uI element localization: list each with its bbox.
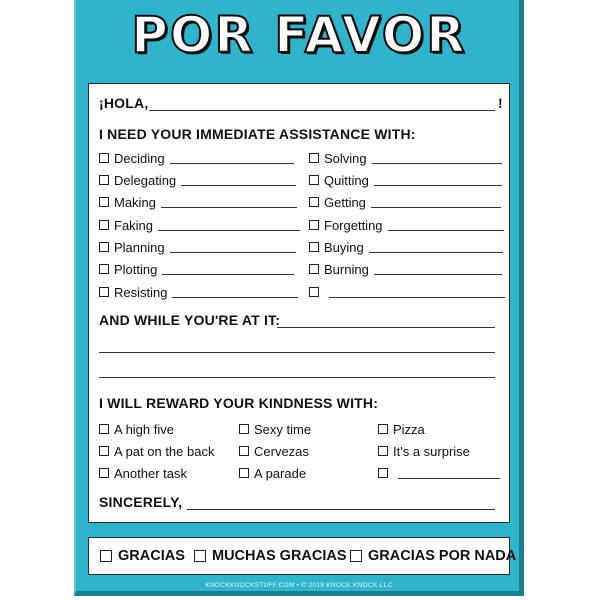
form-sheet <box>88 83 510 523</box>
assistance-heading: I NEED YOUR IMMEDIATE ASSISTANCE WITH: <box>99 126 416 142</box>
item-label: It's a surprise <box>393 443 470 459</box>
checkbox[interactable] <box>350 550 362 562</box>
fill-line <box>329 297 505 298</box>
assist-item-blank[interactable] <box>309 284 505 300</box>
fill-line <box>181 185 296 186</box>
reward-item-pizza[interactable] <box>378 421 425 437</box>
greeting-label: ¡HOLA, <box>99 95 149 111</box>
option-muchas-gracias[interactable] <box>194 548 347 564</box>
item-label: Delegating <box>114 172 177 188</box>
option-label: GRACIAS <box>118 548 185 564</box>
item-label: Burning <box>324 261 369 277</box>
assist-item-deciding[interactable] <box>99 150 294 166</box>
reward-heading: I WILL REWARD YOUR KINDNESS WITH: <box>99 395 379 411</box>
greeting-name-line[interactable] <box>149 110 495 111</box>
reward-item-blank[interactable] <box>378 465 500 481</box>
checkbox[interactable] <box>99 242 109 252</box>
fill-line <box>161 207 297 208</box>
fill-line <box>374 185 502 186</box>
fill-line <box>372 163 502 164</box>
item-label: Faking <box>114 217 154 233</box>
assist-item-plotting[interactable] <box>99 261 294 277</box>
reward-item-parade[interactable] <box>239 465 306 481</box>
signature-line[interactable] <box>187 509 495 510</box>
item-label: Getting <box>324 194 366 210</box>
reward-item-surprise[interactable] <box>378 443 470 459</box>
fill-line <box>172 297 298 298</box>
item-label: Cervezas <box>254 443 309 459</box>
checkbox[interactable] <box>309 242 319 252</box>
item-label: Making <box>114 194 156 210</box>
reward-item-high-five[interactable] <box>99 421 174 437</box>
fill-line <box>158 230 300 231</box>
sincerely-label: SINCERELY, <box>99 494 183 510</box>
fill-line <box>398 478 500 479</box>
option-label: MUCHAS GRACIAS <box>212 548 347 564</box>
fill-line <box>371 207 501 208</box>
checkbox[interactable] <box>378 468 388 478</box>
option-label: GRACIAS POR NADA <box>368 548 517 564</box>
option-gracias[interactable] <box>100 548 185 564</box>
while-line-3[interactable] <box>99 377 495 378</box>
while-line-1[interactable] <box>277 327 495 328</box>
footer-credit: KNOCKKNOCKSTUFF.COM • © 2019 KNOCK KNOCK LLC <box>205 582 393 589</box>
checkbox[interactable] <box>309 197 319 207</box>
item-label: Sexy time <box>254 421 312 437</box>
assist-item-buying[interactable] <box>309 239 503 255</box>
reward-item-sexy-time[interactable] <box>239 421 311 437</box>
item-label: A pat on the back <box>114 443 215 459</box>
assist-item-resisting[interactable] <box>99 284 298 300</box>
checkbox[interactable] <box>99 468 109 478</box>
fill-line <box>170 252 296 253</box>
reward-item-pat-on-back[interactable] <box>99 443 214 459</box>
item-label: A high five <box>114 421 174 437</box>
checkbox[interactable] <box>309 220 319 230</box>
checkbox[interactable] <box>99 197 109 207</box>
assist-item-making[interactable] <box>99 194 297 210</box>
checkbox[interactable] <box>309 287 319 297</box>
checkbox[interactable] <box>99 446 109 456</box>
assist-item-solving[interactable] <box>309 150 502 166</box>
checkbox[interactable] <box>99 424 109 434</box>
checkbox[interactable] <box>99 175 109 185</box>
checkbox[interactable] <box>378 424 388 434</box>
checkbox[interactable] <box>239 424 249 434</box>
checkbox[interactable] <box>378 446 388 456</box>
item-label: Solving <box>324 150 367 166</box>
checkbox[interactable] <box>194 550 206 562</box>
notepad <box>74 0 524 596</box>
item-label: Resisting <box>114 284 168 300</box>
assist-item-planning[interactable] <box>99 239 296 255</box>
fill-line <box>369 252 503 253</box>
item-label: Pizza <box>393 421 425 437</box>
item-label: Forgetting <box>324 217 383 233</box>
checkbox[interactable] <box>99 264 109 274</box>
item-label: Quitting <box>324 172 369 188</box>
item-label: Deciding <box>114 150 165 166</box>
checkbox[interactable] <box>309 153 319 163</box>
item-label: Planning <box>114 239 165 255</box>
checkbox[interactable] <box>309 264 319 274</box>
fill-line <box>170 163 294 164</box>
greeting-end: ! <box>498 95 503 111</box>
assist-item-forgetting[interactable] <box>309 217 504 233</box>
assist-item-burning[interactable] <box>309 261 502 277</box>
reward-item-cervezas[interactable] <box>239 443 309 459</box>
bottom-options-bar <box>88 537 517 575</box>
assist-item-faking[interactable] <box>99 217 300 233</box>
assist-item-quitting[interactable] <box>309 172 502 188</box>
option-gracias-por-nada[interactable] <box>350 548 516 564</box>
reward-item-another-task[interactable] <box>99 465 187 481</box>
checkbox[interactable] <box>239 446 249 456</box>
item-label: Plotting <box>114 261 158 277</box>
while-line-2[interactable] <box>99 352 495 353</box>
item-label: Another task <box>114 465 187 481</box>
checkbox[interactable] <box>100 550 112 562</box>
while-heading: AND WHILE YOU'RE AT IT: <box>99 312 281 328</box>
checkbox[interactable] <box>99 220 109 230</box>
pad-title: POR FAVOR <box>131 6 467 64</box>
fill-line <box>162 274 294 275</box>
item-label: Buying <box>324 239 364 255</box>
checkbox[interactable] <box>99 287 109 297</box>
assist-item-getting[interactable] <box>309 194 501 210</box>
checkbox[interactable] <box>99 153 109 163</box>
assist-item-delegating[interactable] <box>99 172 296 188</box>
fill-line <box>374 274 502 275</box>
checkbox[interactable] <box>239 468 249 478</box>
item-label: A parade <box>254 465 307 481</box>
checkbox[interactable] <box>309 175 319 185</box>
fill-line <box>388 230 504 231</box>
